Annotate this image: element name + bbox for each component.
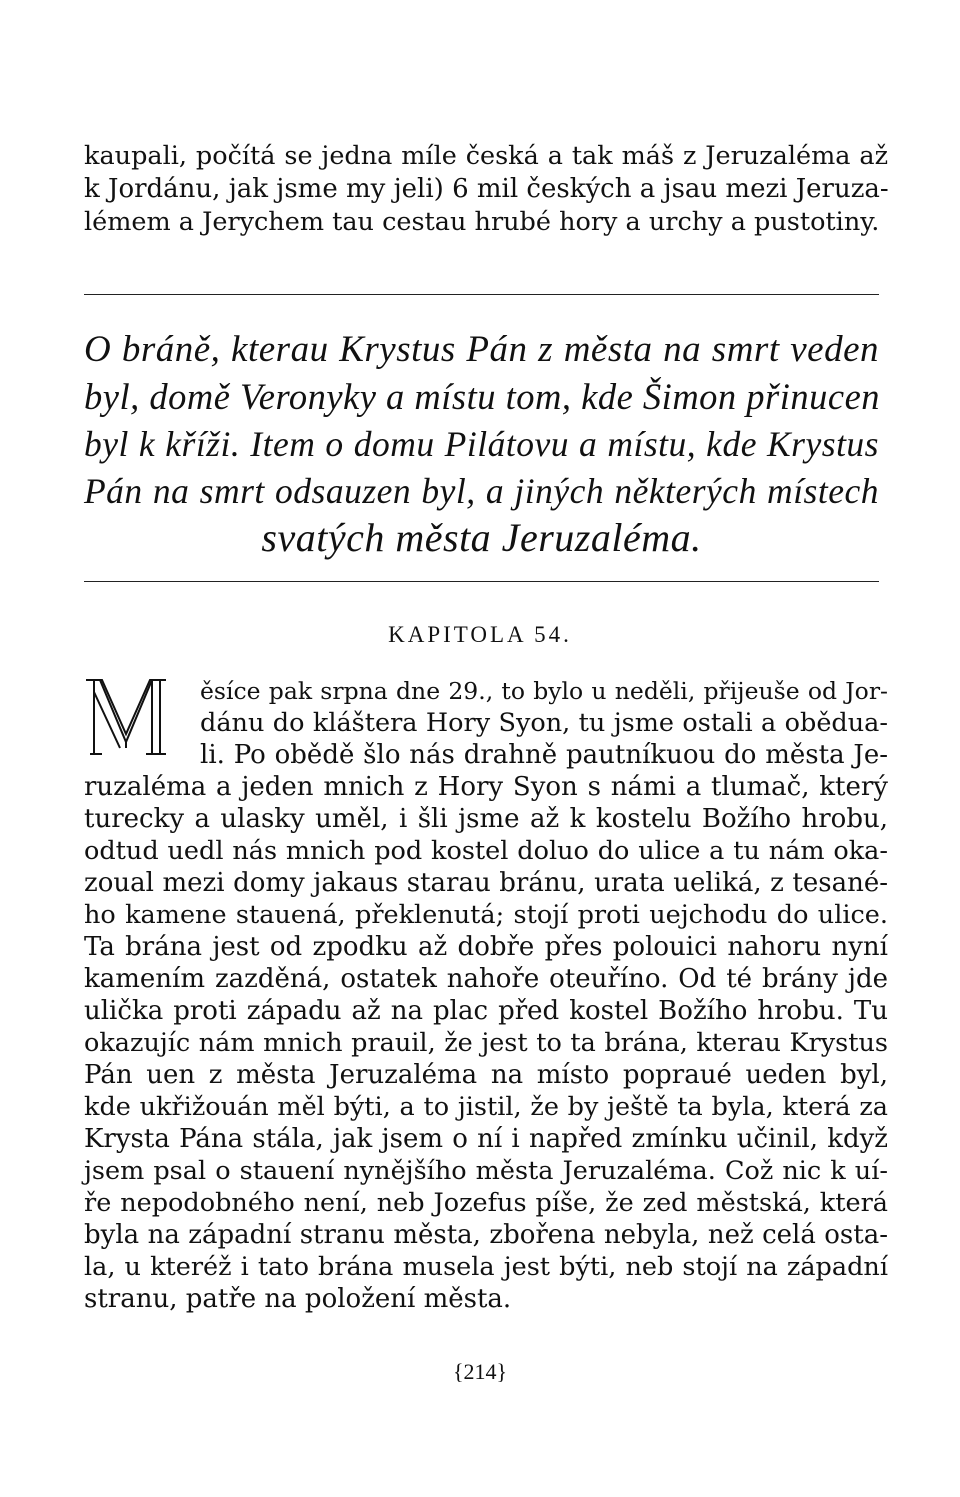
section-title-line: O bráně, kterau Krystus Pán z města na smrt veden [84, 329, 879, 370]
text-line: okazujíc nám mnich prauil, že jest to ta brána, kterau Krystus [84, 1028, 888, 1058]
text-line: Krysta Pána stála, jak jsem o ní i napřed zmínku učinil, když [84, 1124, 888, 1154]
section-title-line: byl k kříži. Item o domu Pilátovu a místu, kde Krystus [84, 424, 879, 464]
text-line: li. Po obědě šlo nás drahně pautníkuou do města Je- [200, 740, 888, 770]
text-line: Ta brána jest od zpodku až dobře přes polouici nahoru nyní [84, 932, 888, 962]
section-title-line: svatých města Jeruzaléma. [261, 515, 702, 560]
text-line: dánu do kláštera Hory Syon, tu jsme ostali a oběduа- [200, 708, 888, 738]
text-line: odtud uedl nás mnich pod kostel doluo do ulice a tu nám oka- [84, 836, 888, 866]
text-line: ho kamene stauená, překlenutá; stojí proti uejchodu do ulice. [84, 900, 888, 930]
text-line: kaupali, počítá se jedna míle česká a tak máš z Jeruzaléma až [84, 141, 888, 171]
text-line: ře nepodobného není, neb Jozefus píše, že zed městská, která [84, 1188, 888, 1218]
text-line: turecky a ulasky uměl, i šli jsme až k kostelu Božího hrobu, [84, 804, 888, 834]
text-line: ulička proti západu až na plac před kostel Božího hrobu. Tu [84, 996, 888, 1026]
text-line: kamením zazděná, ostatek nahoře oteuříno. Od té brány jde [84, 964, 888, 994]
text-line: ruzaléma a jeden mnich z Hory Syon s námi a tlumač, který [84, 772, 888, 802]
text-line: jsem psal o stauení nynějšího města Jeruzaléma. Což nic k uí- [84, 1156, 888, 1186]
text-line: zoual mezi domy jakaus starau bránu, urata ueliká, z tesané- [84, 868, 888, 898]
chapter-heading: KAPITOLA 54. [388, 622, 572, 647]
text-line: byla na západní stranu města, zbořena nebyla, než celá osta- [84, 1220, 888, 1250]
text-line: k Jordánu, jak jsme my jeli) 6 mil českých a jsau mezi Jeruza- [84, 174, 889, 204]
page-number: {214} [452, 1359, 508, 1384]
text-line: lémem a Jerychem tau cestau hrubé hory a urchy a pustotiny. [84, 207, 880, 237]
text-line: kde ukřižouán měl býti, a to jistil, že by ještě ta byla, která za [84, 1092, 888, 1122]
divider-rule [84, 294, 879, 295]
text-line: Pán uen z města Jeruzaléma na místo popraué ueden byl, [84, 1060, 888, 1090]
section-title-line: Pán na smrt odsauzen byl, a jiných některých místech [84, 471, 879, 511]
divider-rule [84, 581, 879, 582]
section-title-line: byl, domě Veronyky a místu tom, kde Šimon přinucen [84, 376, 881, 417]
drop-cap-initial [80, 672, 172, 764]
text-line: stranu, patře na položení města. [84, 1284, 512, 1314]
text-line: ěsíce pak srpna dne 29., to bylo u neděli, přijeuše od Jor- [200, 677, 888, 705]
text-line: la, u kteréž i tato brána musela jest býti, neb stojí na západní [84, 1252, 888, 1282]
